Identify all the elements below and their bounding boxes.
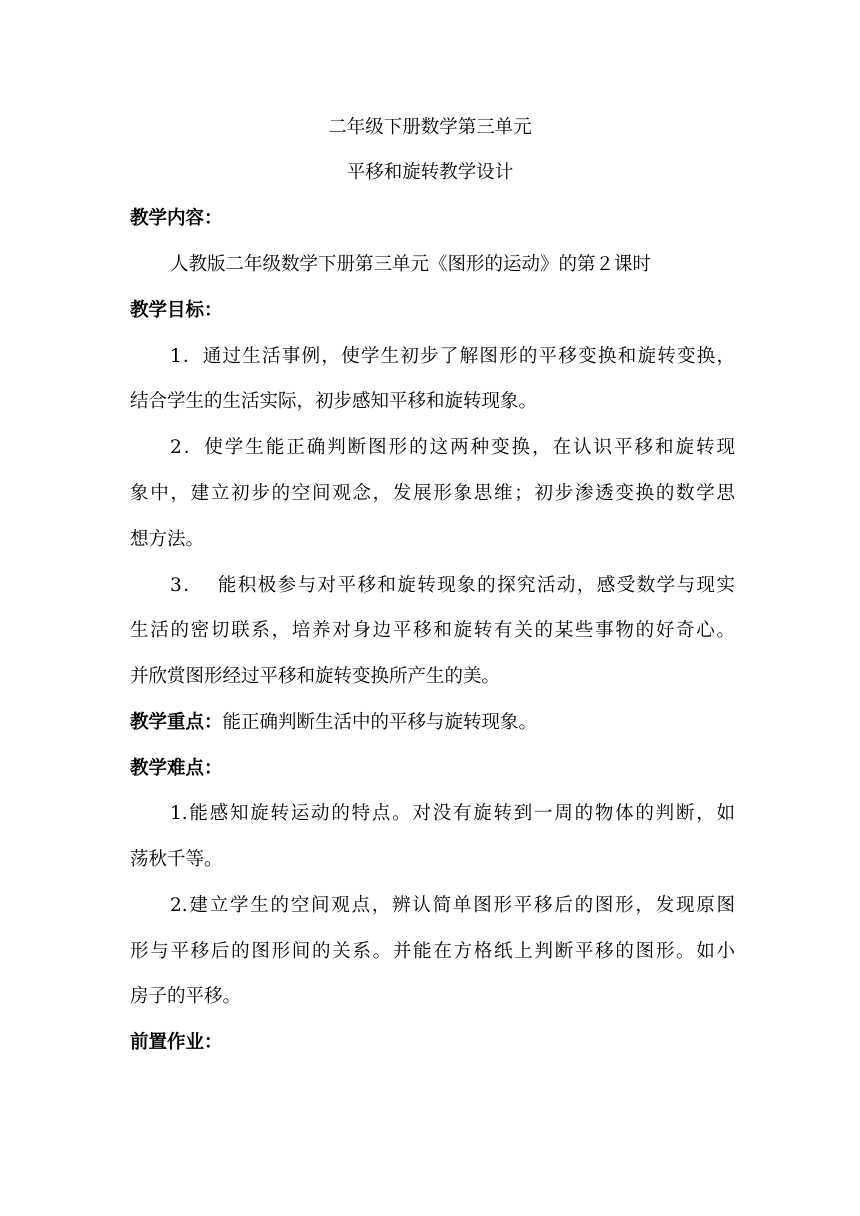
goal1-line1: 1．通过生活事例，使学生初步了解图形的平移变换和旋转变换， bbox=[170, 346, 735, 367]
goal3-line2: 生活的密切联系，培养对身边平移和旋转有关的某些事物的好奇心。 bbox=[130, 620, 735, 641]
keypoint-heading: 教学重点： bbox=[130, 712, 223, 733]
diff1-line2: 荡秋千等。 bbox=[130, 849, 223, 870]
diff2-line1: 2.建立学生的空间观点，辨认简单图形平移后的图形，发现原图 bbox=[170, 895, 735, 916]
difficulty-heading: 教学难点： bbox=[130, 758, 223, 779]
keypoint-paragraph bbox=[130, 710, 735, 736]
goal2-line2: 象中，建立初步的空间观念，发展形象思维；初步渗透变换的数学思 bbox=[130, 483, 735, 504]
diff2-line3: 房子的平移。 bbox=[130, 986, 242, 1007]
diff1-line1: 1.能感知旋转运动的特点。对没有旋转到一周的物体的判断，如 bbox=[170, 803, 735, 824]
goal1-line2: 结合学生的生活实际，初步感知平移和旋转现象。 bbox=[130, 391, 538, 412]
diff2-line2: 形与平移后的图形间的关系。并能在方格纸上判断平移的图形。如小 bbox=[130, 941, 735, 962]
goals-heading: 教学目标： bbox=[130, 300, 223, 321]
doc-subtitle: 平移和旋转教学设计 bbox=[346, 162, 514, 183]
goal3-line1: 3． 能积极参与对平移和旋转现象的探究活动，感受数学与现实 bbox=[170, 575, 735, 596]
goal2-line3: 想方法。 bbox=[130, 529, 205, 550]
content-heading: 教学内容： bbox=[130, 208, 223, 229]
goal3-line3: 并欣赏图形经过平移和旋转变换所产生的美。 bbox=[130, 666, 501, 687]
goal2-line1: 2．使学生能正确判断图形的这两种变换，在认识平移和旋转现 bbox=[170, 437, 735, 458]
content-text: 人教版二年级数学下册第三单元《图形的运动》的第２课时 bbox=[170, 254, 652, 275]
prework-heading: 前置作业： bbox=[130, 1032, 223, 1053]
doc-title: 二年级下册数学第三单元 bbox=[328, 117, 532, 138]
keypoint-text: 能正确判断生活中的平移与旋转现象。 bbox=[222, 712, 538, 733]
